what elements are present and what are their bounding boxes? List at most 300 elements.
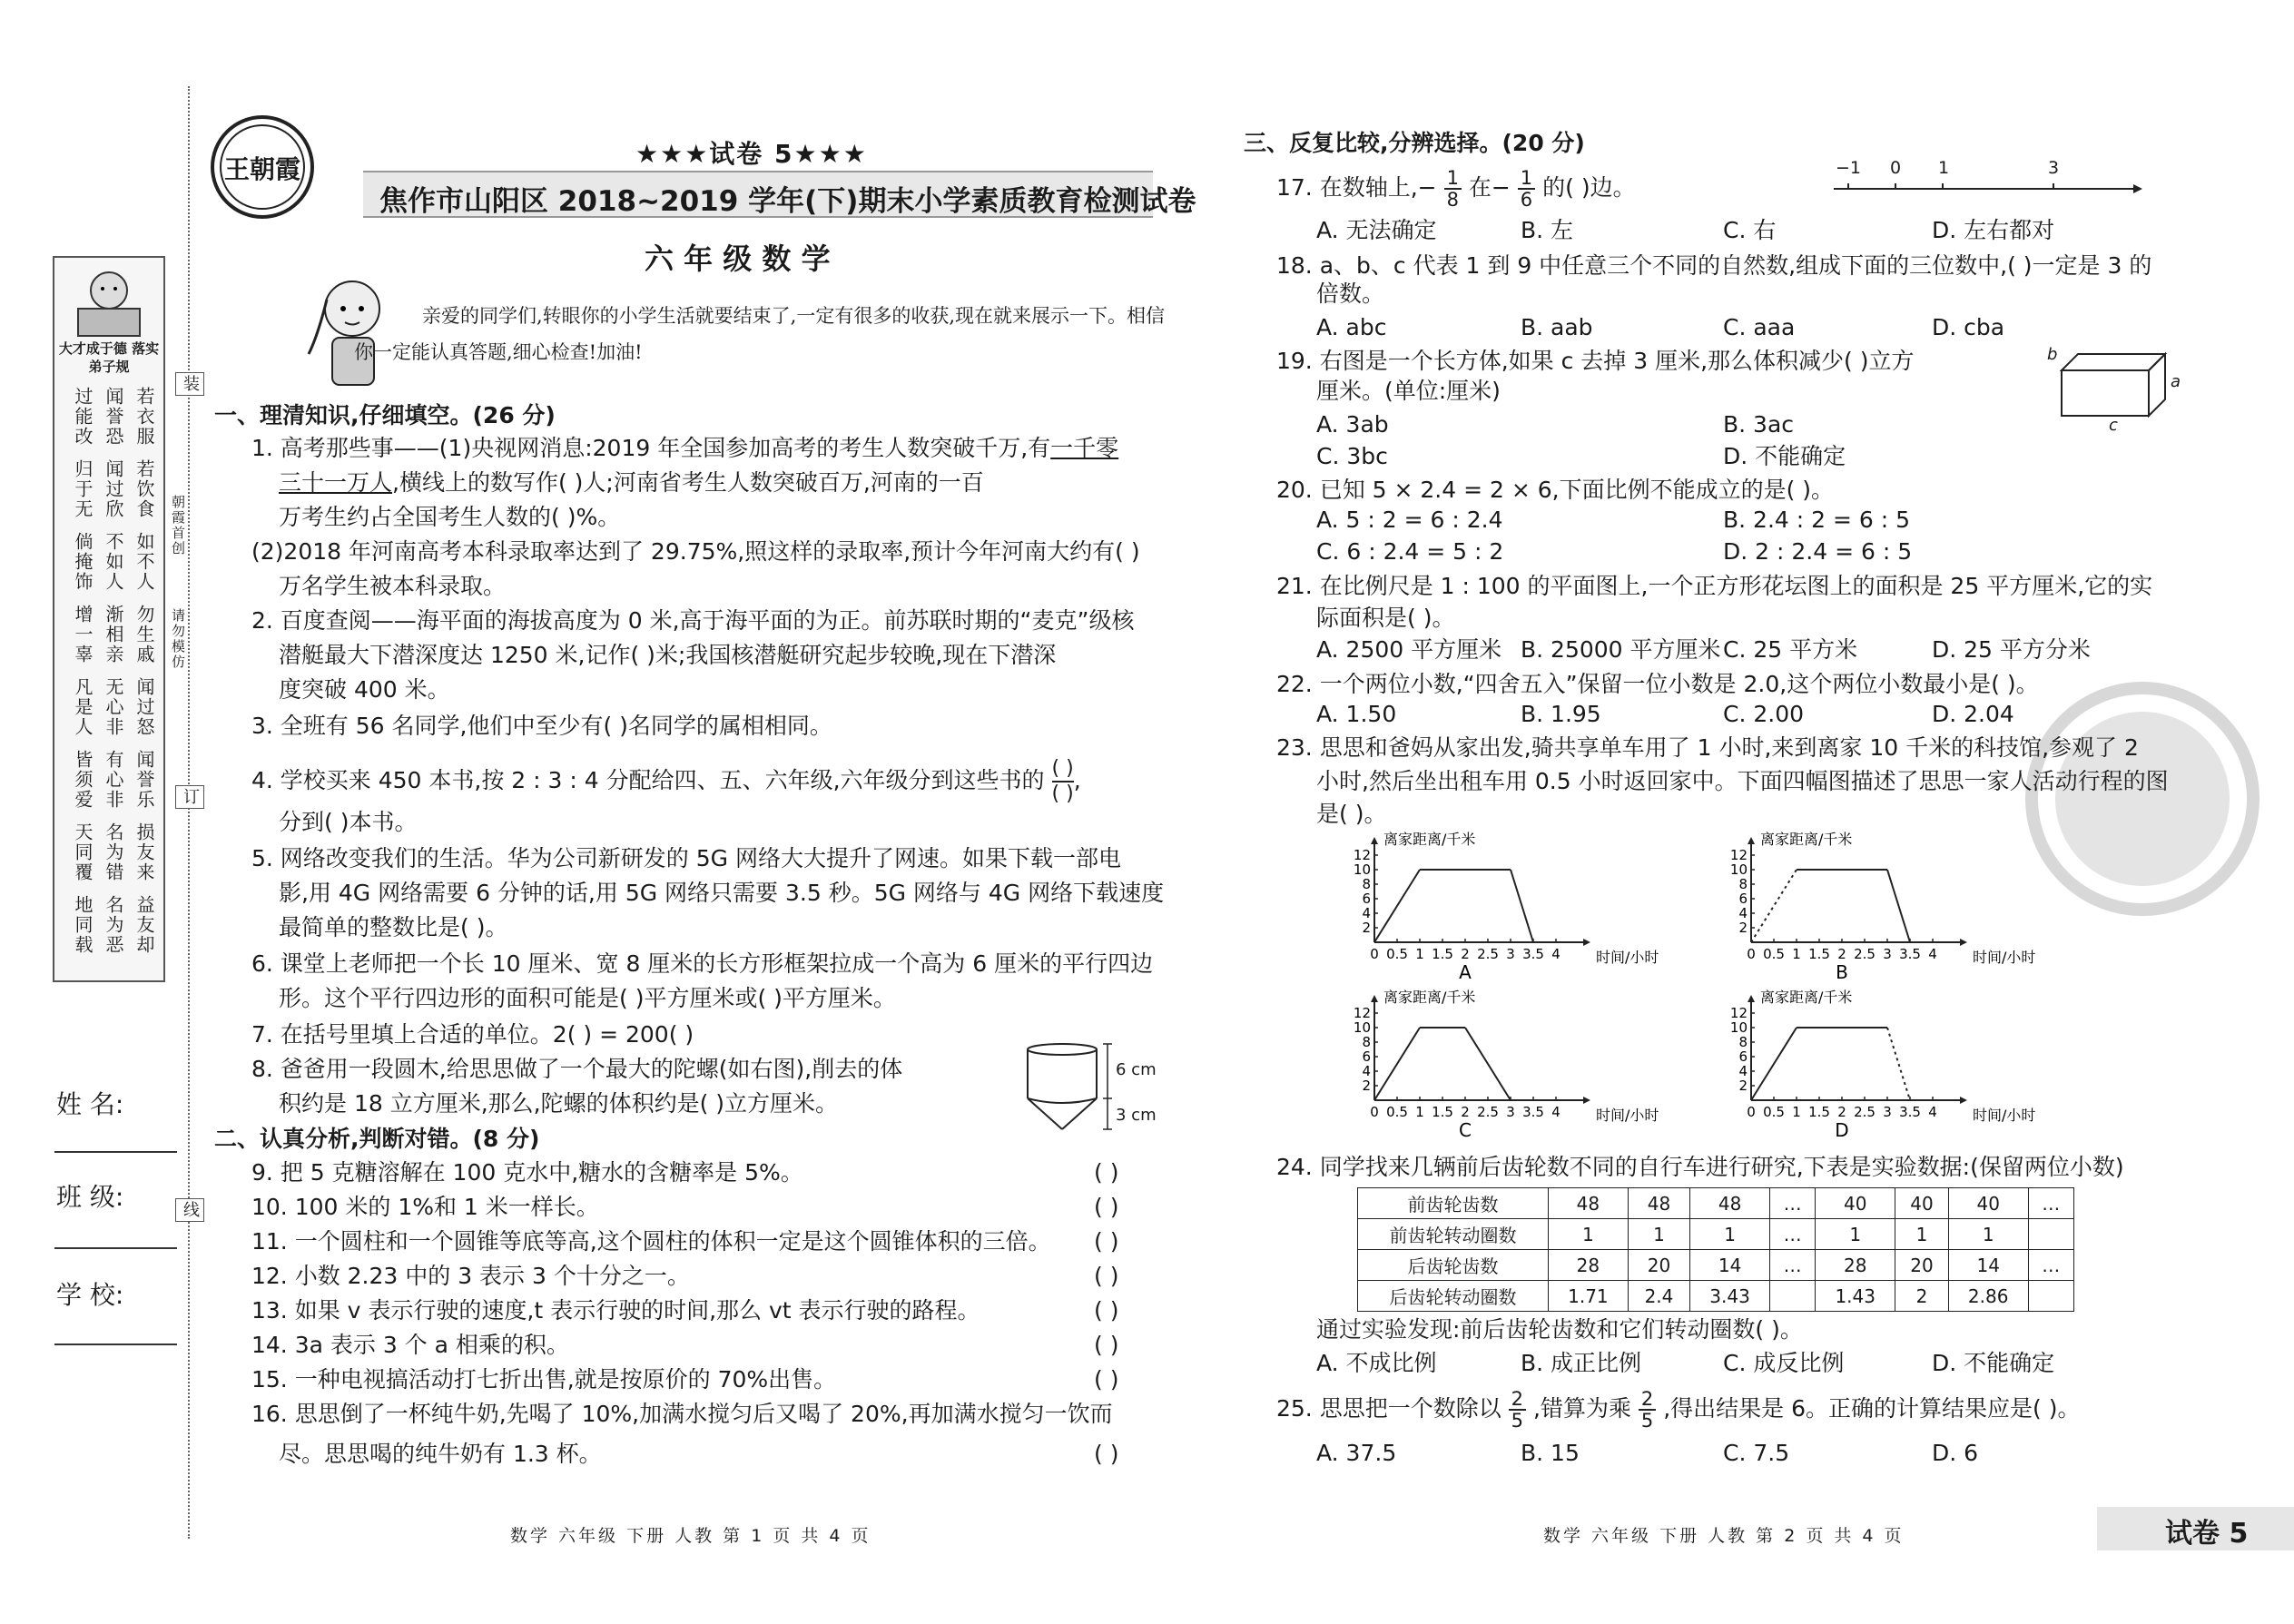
gear-cell: 1 [1895,1219,1949,1250]
watermark-seal [2024,681,2260,917]
y-tick-label: 12 [1729,1005,1748,1021]
q21-line-a: 21. 在比例尺是 1 : 100 的平面图上,一个正方形花坛图上的面积是 25 平方厘米,它的实 [1276,573,2153,599]
poem-col-20: 名为错 [103,822,124,882]
y-tick-label: 4 [1362,905,1371,921]
name-field[interactable] [54,1151,177,1153]
graph-line-segment [1465,1028,1511,1100]
right-page [1207,0,2294,1624]
q2-line-c: 度突破 400 米。 [279,676,450,703]
gear-cell: 40 [1948,1188,2028,1219]
section2-title: 二、认真分析,判断对错。(8 分) [214,1126,540,1152]
q1-line-b [279,466,984,499]
q2-line-b: 潜艇最大下潜深度达 1250 米,记作( )米;我国核潜艇研究起步较晚,现在下潜深 [279,642,1057,668]
gear-cell: 20 [1628,1250,1689,1281]
gear-cell: 2.4 [1628,1281,1689,1312]
q17-frac1-num: 1 [1444,168,1462,190]
x-tick-label: 3.5 [1522,946,1544,962]
q21-option-a[interactable]: A. 2500 平方厘米 [1316,636,1502,663]
q19-line-a: 19. 右图是一个长方体,如果 c 去掉 3 厘米,那么体积减少( )立方 [1276,348,1915,374]
judge-paren-11[interactable]: ( ) [1094,1228,1119,1255]
poem-col-11: 渐相亲 [103,605,124,664]
y-tick-label: 6 [1738,891,1748,907]
gear-cell: 28 [1549,1250,1629,1281]
y-tick-label: 4 [1738,1063,1748,1079]
x-tick-label: 3.5 [1899,1104,1921,1120]
judge-item-15: 15. 一种电视搞活动打七折出售,就是按原价的 70%出售。 [251,1366,837,1393]
y-tick-label: 10 [1353,861,1371,878]
q20-line: 20. 已知 5 × 2.4 = 2 × 6,下面比例不能成立的是( )。 [1276,477,1835,503]
greeting: 亲爱的同学们,转眼你的小学生活就要结束了,一定有很多的收获,现在就来展示一下。相信你一定能认真答题,细心检查!加油! [354,305,1166,363]
x-tick-label: 3 [1506,1104,1515,1120]
poem-col-14: 无心非 [103,677,124,737]
graph-b-svg [1720,831,2036,983]
y-tick-label: 8 [1362,876,1371,892]
graph-y-label: 离家距离/千米 [1760,989,1853,1006]
gear-cell: 48 [1690,1188,1770,1219]
graph-name: C [1459,1119,1472,1141]
y-tick-label: 12 [1353,847,1371,863]
q25-frac2 [1639,1389,1656,1431]
q4-frac-num: ( ) [1052,757,1074,782]
judge-item-11: 11. 一个圆柱和一个圆锥等底等高,这个圆柱的体积一定是这个圆锥体积的三倍。 [251,1228,1051,1255]
q19-option-a[interactable]: A. 3ab [1316,411,1389,438]
x-tick-label: 2.5 [1854,1104,1876,1120]
q23-line-c: 是( )。 [1316,801,1387,827]
gear-cell: 40 [1816,1188,1895,1219]
x-tick-label: 4 [1551,946,1561,962]
cuboid-label-a: a [2171,372,2181,391]
section1-title: 一、理清知识,仔细填空。(26 分) [214,402,556,428]
axis-label-neg1: −1 [1836,158,1862,178]
x-tick-label: 0 [1370,946,1379,962]
q1-underlined-b: 三十一万人 [279,469,393,496]
y-tick-label: 4 [1362,1063,1371,1079]
q4-fraction [1052,757,1074,806]
gear-cell: 2 [1895,1281,1949,1312]
judge-paren-16[interactable]: ( ) [1094,1441,1119,1467]
poem-col-24: 益友却 [133,895,155,955]
x-tick-label: 1 [1792,946,1801,962]
gear-cell: 40 [1895,1188,1949,1219]
q1-text-a: 1. 高考那些事——(1)央视网消息:2019 年全国参加高考的考生人数突破千万,有 [251,435,1051,461]
poem-col-12: 勿生戚 [133,605,155,664]
x-axis-arrow [1583,1097,1590,1104]
x-tick-label: 0.5 [1763,946,1785,962]
poem-col-7: 倘掩饰 [72,532,94,592]
poem-col-1: 过能改 [72,387,94,447]
q17-text-c: 的( )边。 [1542,174,1636,201]
class-label: 班 级: [56,1182,124,1212]
y-tick-label: 2 [1362,1078,1371,1094]
q24-option-a[interactable]: A. 不成比例 [1316,1350,1437,1376]
judge-paren-14[interactable]: ( ) [1094,1332,1119,1358]
x-tick-label: 1.5 [1808,946,1830,962]
poem-col-18: 闻誉乐 [133,750,155,810]
gear-cell: … [2028,1188,2073,1219]
y-tick-label: 12 [1729,847,1748,863]
x-tick-label: 4 [1928,946,1937,962]
class-field[interactable] [54,1247,177,1249]
gear-table-row [1358,1250,2074,1281]
x-tick-label: 2 [1461,1104,1470,1120]
graph-y-label: 离家距离/千米 [1760,831,1853,848]
q25-option-b[interactable]: B. 15 [1521,1440,1580,1466]
y-tick-label: 2 [1738,1078,1748,1094]
q21-line-b: 际面积是( )。 [1316,605,1455,631]
q6-line-a: 6. 课堂上老师把一个长 10 厘米、宽 8 厘米的长方形框架拉成一个高为 6 厘米的平行四边 [251,950,1154,977]
x-tick-label: 0.5 [1386,1104,1408,1120]
y-tick-label: 12 [1353,1005,1371,1021]
judge-item-14: 14. 3a 表示 3 个 a 相乘的积。 [251,1332,569,1358]
q19-line-b: 厘米。(单位:厘米) [1316,378,1501,404]
q22-option-d[interactable]: D. 2.04 [1932,701,2014,727]
q20-option-a[interactable]: A. 5 : 2 = 6 : 2.4 [1316,507,1503,533]
q24-option-d[interactable]: D. 不能确定 [1932,1350,2055,1376]
section3-title: 三、反复比较,分辨选择。(20 分) [1244,130,1585,156]
gear-table [1357,1187,2074,1312]
mascot-avatar [60,263,158,341]
graph-a-svg [1344,831,1659,983]
q25-frac2-num: 2 [1639,1389,1656,1411]
q2-line-a: 2. 百度查阅——海平面的海拔高度为 0 米,高于海平面的为正。前苏联时期的“麦克”级核 [251,607,1135,634]
footer-left: 数学 六年级 下册 人教 第 1 页 共 4 页 [510,1526,871,1546]
x-axis-arrow [1583,939,1590,946]
gear-row-header: 前齿轮转动圈数 [1358,1219,1549,1250]
gear-cell [1769,1281,1815,1312]
x-tick-label: 4 [1928,1104,1937,1120]
y-axis-arrow [1371,837,1378,844]
q4-line-b: 分到( )本书。 [279,809,418,835]
q17-text-a: 17. 在数轴上,− [1276,174,1437,201]
q18-option-b[interactable]: B. aab [1521,314,1593,340]
q8-line-a: 8. 爸爸用一段圆木,给思思做了一个最大的陀螺(如右图),削去的体 [251,1056,903,1082]
graph-line-segment [1511,870,1533,942]
judge-paren-15[interactable]: ( ) [1094,1366,1119,1393]
q7-line: 7. 在括号里填上合适的单位。2( ) = 200( ) [251,1021,694,1048]
poem-col-9: 如不人 [133,532,155,592]
judge-paren-12[interactable]: ( ) [1094,1263,1119,1289]
gear-cell: 1.71 [1549,1281,1629,1312]
q18-option-d[interactable]: D. cba [1932,314,2005,340]
seal-mark-1: 装 [175,372,204,396]
gear-row-header: 后齿轮齿数 [1358,1250,1549,1281]
q25-text-b: ,错算为乘 [1533,1395,1631,1422]
q25-frac1-num: 2 [1509,1389,1526,1411]
gear-cell: 1.43 [1816,1281,1895,1312]
y-tick-label: 4 [1738,905,1748,921]
q5-line-a: 5. 网络改变我们的生活。华为公司新研发的 5G 网络大大提升了网速。如果下载一部电 [251,845,1121,871]
q19-option-c[interactable]: C. 3bc [1316,443,1388,469]
side-note-1: 朝霞首创 [170,495,186,556]
q25-line [1276,1389,2081,1431]
gear-cell: 48 [1549,1188,1629,1219]
q20-option-c[interactable]: C. 6 : 2.4 = 5 : 2 [1316,538,1504,565]
q22-option-c[interactable]: C. 2.00 [1723,701,1805,727]
x-tick-label: 1 [1415,946,1424,962]
q17-option-c[interactable]: C. 右 [1723,217,1777,243]
q25-frac1-den: 5 [1511,1410,1524,1432]
q5-line-b: 影,用 4G 网络需要 6 分钟的话,用 5G 网络只需要 3.5 秒。5G 网络与 4G 网络下载速度 [279,880,1165,906]
x-tick-label: 2.5 [1854,946,1876,962]
top-height-label: 6 cm [1116,1060,1157,1079]
y-tick-label: 6 [1362,1048,1371,1065]
x-tick-label: 0 [1747,946,1756,962]
y-tick-label: 2 [1738,920,1748,936]
gear-cell: … [1769,1219,1815,1250]
x-tick-label: 3.5 [1522,1104,1544,1120]
q17-frac2-den: 6 [1520,189,1533,211]
graph-name: D [1835,1119,1849,1141]
bottom-height-label: 3 cm [1116,1106,1157,1125]
gear-cell: … [2028,1250,2073,1281]
x-tick-label: 3 [1883,1104,1892,1120]
q20-option-b[interactable]: B. 2.4 : 2 = 6 : 5 [1723,507,1910,533]
q4-frac-den: ( ) [1051,782,1074,805]
graph-name: A [1459,961,1472,983]
graph-y-label: 离家距离/千米 [1383,989,1476,1006]
gear-cell [2028,1281,2073,1312]
q18-line-a: 18. a、b、c 代表 1 到 9 中任意三个不同的自然数,组成下面的三位数中,( )一定是 3 的 [1276,252,2152,279]
school-label: 学 校: [56,1280,124,1310]
x-tick-label: 2 [1837,946,1846,962]
gear-cell: 1 [1690,1219,1770,1250]
q17-text-b: 在− [1468,174,1511,201]
q20-option-d[interactable]: D. 2 : 2.4 = 6 : 5 [1723,538,1913,565]
q19-option-b[interactable]: B. 3ac [1723,411,1795,438]
q23-line-a: 23. 思思和爸妈从家出发,骑共享单车用了 1 小时,来到离家 10 千米的科技馆,参观了 2 [1276,734,2139,761]
graph-c[interactable] [1344,989,1659,1141]
gear-cell: 3.43 [1690,1281,1770,1312]
q8-line-b: 积约是 18 立方厘米,那么,陀螺的体积约是( )立方厘米。 [279,1090,839,1117]
graph-x-label: 时间/小时 [1973,949,2036,966]
y-tick-label: 10 [1729,1019,1748,1036]
x-tick-label: 3.5 [1899,946,1921,962]
judge-item-12: 12. 小数 2.23 中的 3 表示 3 个十分之一。 [251,1263,690,1289]
q1-line-a [251,431,1118,465]
axis-label-1: 1 [1938,158,1950,178]
name-label: 姓 名: [56,1089,124,1119]
q25-option-c[interactable]: C. 7.5 [1723,1440,1790,1466]
gear-cell: 1 [1628,1219,1689,1250]
brand-logo [209,113,316,221]
q22-option-a[interactable]: A. 1.50 [1316,701,1397,727]
number-line [1834,158,2142,203]
q25-frac2-den: 5 [1640,1410,1654,1432]
poem-col-16: 皆须爱 [72,750,94,810]
judge-item-10: 10. 100 米的 1%和 1 米一样长。 [251,1194,599,1220]
q1-line-d: (2)2018 年河南高考本科录取率达到了 29.75%,照这样的录取率,预计今年河南大约有( ) [251,538,1140,565]
graph-c-svg [1344,989,1659,1141]
q17-frac1 [1444,168,1462,210]
y-tick-label: 2 [1362,920,1371,936]
school-field[interactable] [54,1343,177,1345]
graph-d-svg [1720,989,2036,1141]
x-tick-label: 1.5 [1432,946,1453,962]
x-axis-arrow [1960,939,1967,946]
q22-line: 22. 一个两位小数,“四舍五入”保留一位小数是 2.0,这个两位小数最小是( )。 [1276,671,2039,697]
axis-label-3: 3 [2048,158,2060,178]
gear-cell: … [1769,1250,1815,1281]
x-tick-label: 2.5 [1477,1104,1499,1120]
y-tick-label: 10 [1353,1019,1371,1036]
gear-cell: 28 [1816,1250,1895,1281]
judge-paren-13[interactable]: ( ) [1094,1297,1119,1324]
poem-col-19: 天同覆 [72,822,94,882]
q17-line [1276,168,1636,210]
q17-option-d[interactable]: D. 左右都对 [1932,217,2055,243]
y-tick-label: 8 [1738,876,1748,892]
graph-line-segment [1751,1028,1797,1100]
x-tick-label: 2 [1461,946,1470,962]
gear-cell: 2.86 [1948,1281,2028,1312]
q17-option-a[interactable]: A. 无法确定 [1316,217,1437,243]
x-tick-label: 3 [1883,946,1892,962]
q25-frac1 [1509,1389,1526,1431]
y-tick-label: 6 [1362,891,1371,907]
q17-frac2 [1518,168,1535,210]
q4-text-a: 4. 学校买来 450 本书,按 2 : 3 : 4 分配给四、五、六年级,六年级分到这些书的 [251,767,1045,793]
x-tick-label: 1.5 [1432,1104,1453,1120]
seal-mark-2: 订 [175,785,204,809]
gear-cell: 20 [1895,1250,1949,1281]
gear-cell: 1 [1948,1219,2028,1250]
subject-title: 六 年 级 数 学 [645,241,831,276]
spinning-top-figure [1021,1042,1167,1133]
q4-line-a: 4. 学校买来 450 本书,按 2 : 3 : 4 分配给四、五、六年级,六年级分到这些书的 ( ) ( ) , [251,757,1081,805]
graph-x-label: 时间/小时 [1596,949,1659,966]
q19-option-d[interactable]: D. 不能确定 [1723,443,1846,469]
footer-badge: 试卷 5 [2165,1518,2249,1550]
judge-paren-10[interactable]: ( ) [1094,1194,1119,1220]
gear-row-header: 前齿轮齿数 [1358,1188,1549,1219]
poem-col-17: 有心非 [103,750,124,810]
gear-table-row [1358,1188,2074,1219]
q24-option-b[interactable]: B. 成正比例 [1521,1350,1642,1376]
q24-line-a: 24. 同学找来几辆前后齿轮数不同的自行车进行研究,下表是实验数据:(保留两位小数) [1276,1154,2124,1180]
side-note-2: 请勿模仿 [170,608,186,670]
poem-col-13: 凡是人 [72,677,94,737]
cuboid-label-c: c [2109,416,2118,435]
gear-table-row [1358,1281,2074,1312]
sidebar-poem [64,381,163,971]
poem-col-2: 闻誉恐 [103,387,124,447]
x-tick-label: 2 [1837,1104,1846,1120]
q25-option-d[interactable]: D. 6 [1932,1440,1979,1466]
q21-option-b[interactable]: B. 25000 平方厘米 [1521,636,1721,663]
q18-option-a[interactable]: A. abc [1316,314,1387,340]
poem-col-23: 名为恶 [103,895,124,955]
poem-col-10: 增一辜 [72,605,94,664]
q21-option-c[interactable]: C. 25 平方米 [1723,636,1858,663]
judge-paren-9[interactable]: ( ) [1094,1159,1119,1186]
y-tick-label: 8 [1738,1034,1748,1050]
q1-text-b: ,横线上的数写作( )人;河南省考生人数突破百万,河南的一百 [392,469,984,496]
gear-cell: 1 [1816,1219,1895,1250]
cuboid-label-b: b [2047,345,2058,364]
q18-option-c[interactable]: C. aaa [1723,314,1796,340]
gear-cell: 14 [1690,1250,1770,1281]
q23-line-b: 小时,然后坐出租车用 0.5 小时返回家中。下面四幅图描述了思思一家人活动行程的图 [1316,768,2169,794]
y-tick-label: 8 [1362,1034,1371,1050]
gear-table-row [1358,1219,2074,1250]
cuboid-figure [2047,345,2183,436]
q24-line-b: 通过实验发现:前后齿轮齿数和它们转动圈数( )。 [1316,1316,1803,1343]
graph-line-segment [1887,870,1910,942]
x-axis-arrow [1960,1097,1967,1104]
x-tick-label: 1 [1792,1104,1801,1120]
q17-option-b[interactable]: B. 左 [1521,217,1574,243]
poem-col-21: 损友来 [133,822,155,882]
x-tick-label: 0.5 [1386,946,1408,962]
axis-label-0: 0 [1890,158,1902,178]
poem-col-15: 闻过怒 [133,677,155,737]
graph-x-label: 时间/小时 [1596,1107,1659,1124]
q1-line-c: 万考生约占全国考生人数的( )%。 [279,504,621,530]
x-tick-label: 0 [1747,1104,1756,1120]
graph-line-segment [1887,1028,1910,1100]
poem-col-4: 归于无 [72,459,94,519]
x-tick-label: 3 [1506,946,1515,962]
q25-option-a[interactable]: A. 37.5 [1316,1440,1397,1466]
y-axis-arrow [1371,995,1378,1002]
graph-x-label: 时间/小时 [1973,1107,2036,1124]
y-axis-arrow [1748,837,1755,844]
gear-cell: 48 [1628,1188,1689,1219]
graph-line-segment [1751,870,1797,942]
graph-name: B [1836,961,1848,983]
q21-option-d[interactable]: D. 25 平方分米 [1932,636,2091,663]
q17-frac1-den: 8 [1446,189,1459,211]
x-tick-label: 1.5 [1808,1104,1830,1120]
x-tick-label: 0.5 [1763,1104,1785,1120]
poem-col-6: 若饮食 [133,459,155,519]
poem-col-5: 闻过欣 [103,459,124,519]
graph-y-label: 离家距离/千米 [1383,831,1476,848]
q3-line: 3. 全班有 56 名同学,他们中至少有( )名同学的属相相同。 [251,713,832,739]
seal-mark-3: 线 [175,1198,204,1222]
gear-cell: 1 [1549,1219,1629,1250]
graph-b[interactable] [1720,831,2036,983]
q22-option-b[interactable]: B. 1.95 [1521,701,1601,727]
gear-cell: … [1769,1188,1815,1219]
y-tick-label: 10 [1729,861,1748,878]
x-tick-label: 0 [1370,1104,1379,1120]
judge-item-9: 9. 把 5 克糖溶解在 100 克水中,糖水的含糖率是 5%。 [251,1159,803,1186]
y-axis-arrow [1748,995,1755,1002]
q25-text-c: ,得出结果是 6。正确的计算结果应是( )。 [1663,1395,2081,1422]
gear-cell [2028,1219,2073,1250]
q1-line-e: 万名学生被本科录取。 [279,573,507,599]
gear-cell: 14 [1948,1250,2028,1281]
graph-d[interactable] [1720,989,2036,1141]
q5-line-c: 最简单的整数比是( )。 [279,914,508,940]
q6-line-b: 形。这个平行四边形的面积可能是( )平方厘米或( )平方厘米。 [279,985,896,1011]
graph-a[interactable] [1344,831,1659,983]
y-tick-label: 6 [1738,1048,1748,1065]
q17-frac2-num: 1 [1518,168,1535,190]
poem-col-3: 若衣服 [133,387,155,447]
q18-line-b: 倍数。 [1316,281,1385,307]
poem-col-22: 地同载 [72,895,94,955]
binding-line [188,86,190,1539]
footer-right: 数学 六年级 下册 人教 第 2 页 共 4 页 [1543,1526,1905,1546]
x-tick-label: 4 [1551,1104,1561,1120]
q24-option-c[interactable]: C. 成反比例 [1723,1350,1845,1376]
x-tick-label: 1 [1415,1104,1424,1120]
exam-title: 焦作市山阳区 2018~2019 学年(下)期末小学素质教育检测试卷 [379,185,1196,218]
q1-underlined-a: 一千零 [1050,435,1119,461]
series-label: ★★★试卷 5★★★ [635,139,868,169]
